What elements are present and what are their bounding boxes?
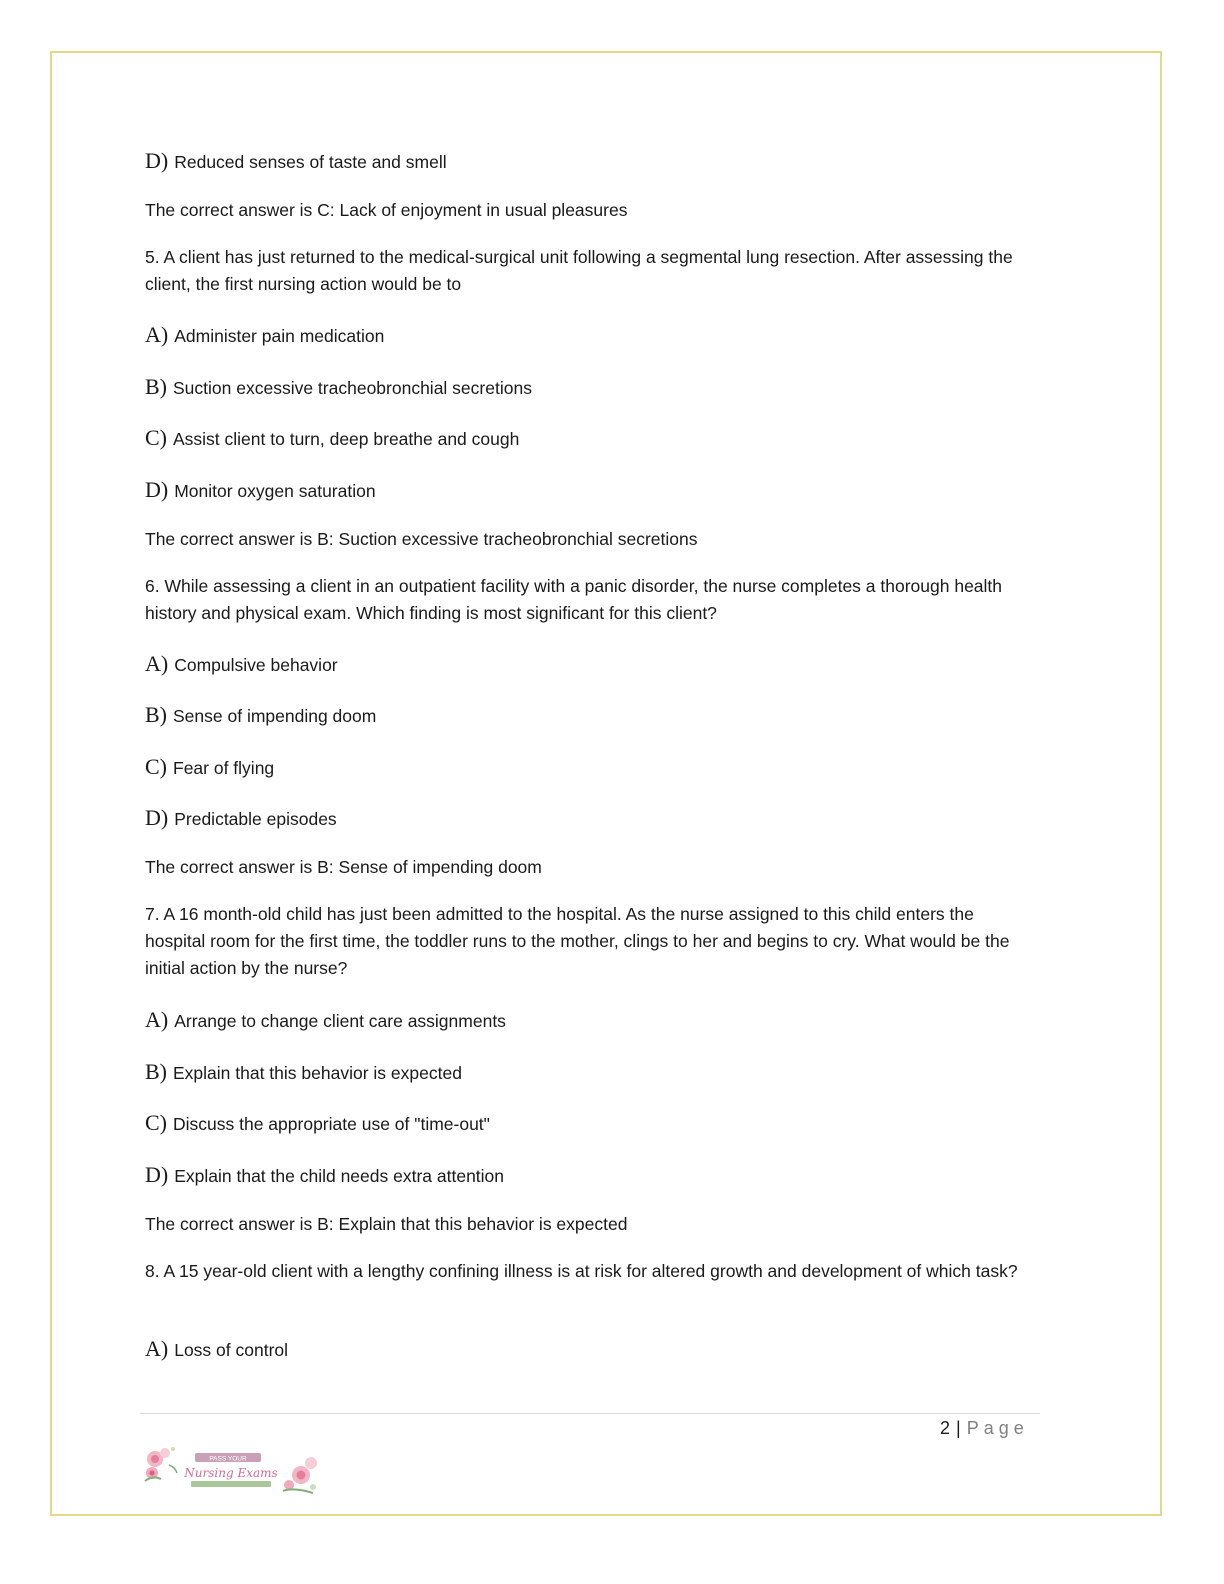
option-letter: A) (145, 322, 169, 347)
option-text: Reduced senses of taste and smell (174, 152, 447, 172)
option-letter: C) (145, 1110, 167, 1135)
q7-option-c (145, 1110, 490, 1136)
option-letter: C) (145, 754, 167, 779)
page-number (940, 1418, 1029, 1439)
option-letter: D) (145, 477, 169, 502)
option-text: Loss of control (174, 1340, 289, 1360)
option-letter: D) (145, 805, 169, 830)
option-text: Explain that the child needs extra attention (174, 1166, 505, 1186)
q5-option-a (145, 322, 384, 348)
option-letter: A) (145, 651, 169, 676)
svg-text:PASS YOUR: PASS YOUR (209, 1455, 247, 1463)
option-text: Discuss the appropriate use of "time-out" (173, 1114, 490, 1134)
option-text: Explain that this behavior is expected (173, 1063, 462, 1083)
option-letter: D) (145, 148, 169, 173)
q6-option-a (145, 651, 338, 677)
option-text: Assist client to turn, deep breathe and cough (173, 429, 520, 449)
option-text: Predictable episodes (174, 809, 337, 829)
option-text: Administer pain medication (174, 326, 385, 346)
option-text: Suction excessive tracheobronchial secretions (173, 378, 532, 398)
option-letter: B) (145, 374, 167, 399)
option-text: Monitor oxygen saturation (174, 481, 376, 501)
q4-option-d (145, 148, 447, 174)
option-letter: A) (145, 1336, 169, 1361)
option-text: Compulsive behavior (174, 655, 338, 675)
q5-option-d (145, 477, 376, 503)
footer-divider (140, 1413, 1040, 1414)
flower-left-icon (145, 1447, 177, 1481)
option-letter: B) (145, 702, 167, 727)
q5-option-c (145, 425, 519, 451)
option-text: Fear of flying (173, 758, 275, 778)
page-word: Page (966, 1418, 1029, 1438)
q6-option-b (145, 702, 376, 728)
q5-option-b (145, 374, 532, 400)
pass-your-nursing-exams-logo (143, 1445, 318, 1495)
q7-option-d (145, 1162, 504, 1188)
question-5: 5. A client has just returned to the medical-surgical unit following a segmental lung resection. After assessing the client, the first nursing action would be to (145, 247, 1013, 294)
q7-option-a (145, 1007, 506, 1033)
option-letter: A) (145, 1007, 169, 1032)
q6-option-c (145, 754, 274, 780)
option-letter: B) (145, 1059, 167, 1084)
q8-option-a (145, 1336, 288, 1362)
svg-text:Nursing Exams: Nursing Exams (184, 1466, 278, 1480)
question-7: 7. A 16 month-old child has just been admitted to the hospital. As the nurse assigned to this child enters the hospital room for the first time, the toddler runs to the mother, clings to her and begins to cry. What would be the initial action by the nurse? (145, 904, 1010, 978)
option-text: Arrange to change client care assignments (174, 1011, 506, 1031)
q6-correct-answer: The correct answer is B: Sense of impending doom (145, 857, 542, 877)
q5-correct-answer: The correct answer is B: Suction excessive tracheobronchial secretions (145, 529, 698, 549)
option-text: Sense of impending doom (173, 706, 377, 726)
page-number-value: 2 (940, 1418, 951, 1438)
page-number-separator: | (956, 1418, 961, 1438)
question-6: 6. While assessing a client in an outpatient facility with a panic disorder, the nurse completes a thorough health history and physical exam. Which finding is most significant for this client? (145, 576, 1003, 623)
q7-option-b (145, 1059, 462, 1085)
q7-correct-answer: The correct answer is B: Explain that this behavior is expected (145, 1214, 628, 1234)
q4-correct-answer: The correct answer is C: Lack of enjoyment in usual pleasures (145, 200, 628, 220)
q6-option-d (145, 805, 337, 831)
option-letter: C) (145, 425, 167, 450)
option-letter: D) (145, 1162, 169, 1187)
question-8: 8. A 15 year-old client with a lengthy confining illness is at risk for altered growth and development of which task? (145, 1261, 1018, 1281)
flower-right-icon (283, 1457, 317, 1493)
